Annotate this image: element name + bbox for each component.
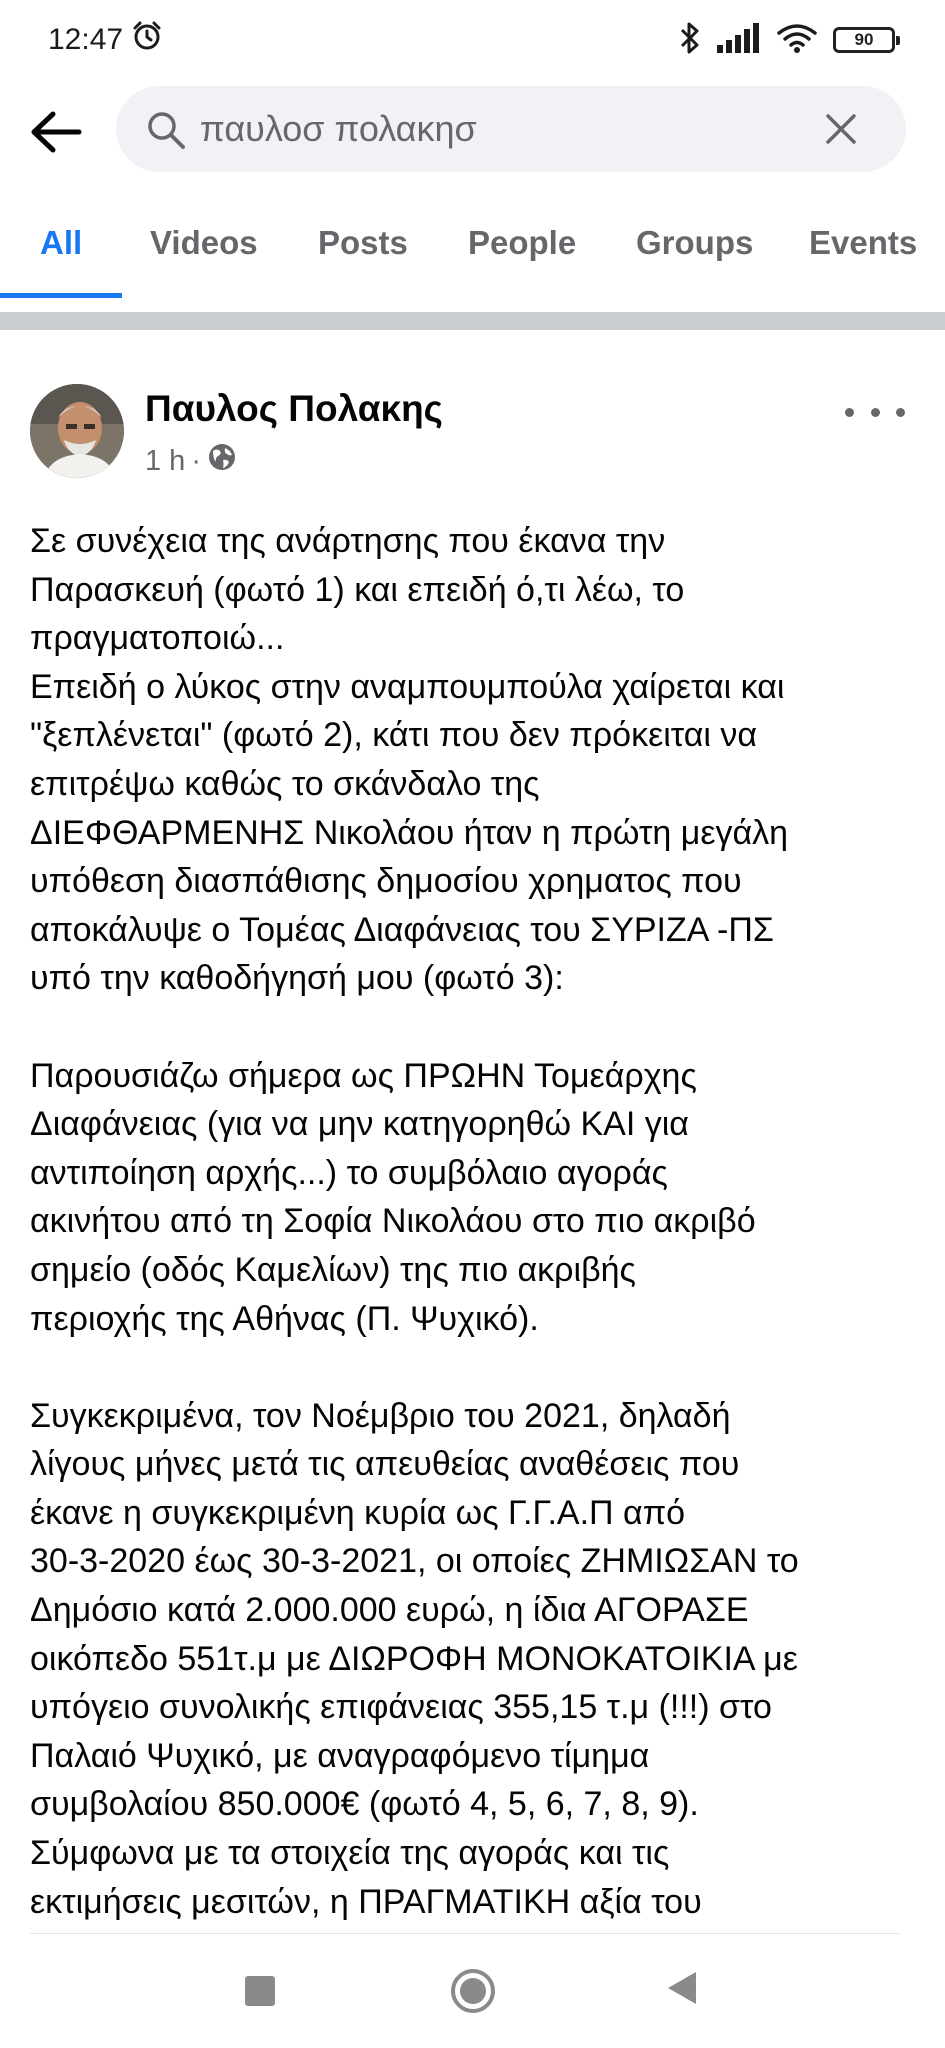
avatar[interactable] [30,384,124,478]
active-tab-indicator [0,293,122,298]
post-header [0,380,945,490]
system-back-button[interactable] [666,1970,698,2011]
post-text-line: οικόπεδο 551τ.μ με ΔΙΩΡΟΦΗ ΜΟΝΟΚΑΤΟΙΚΙΑ με [30,1639,798,1678]
triangle-back-icon [666,1970,698,2006]
post-text-line: επιτρέψω καθώς το σκάνδαλο της [30,764,540,803]
tab-posts[interactable]: Posts [318,224,408,261]
post-text-line: Επειδή ο λύκος στην αναμπουμπούλα χαίρεται και [30,667,785,706]
tab-people[interactable]: People [468,224,577,261]
search-filter-tabs [0,208,945,300]
close-icon [824,112,858,146]
system-nav-bar [0,1940,945,2048]
tab-videos[interactable]: Videos [150,224,258,261]
back-button[interactable] [26,102,86,162]
post-text-line: Συγκεκριμένα, τον Νοέμβριο του 2021, δηλαδή [30,1396,731,1435]
post-text-line: αντιποίηση αρχής...) το συμβόλαιο αγοράς [30,1153,668,1192]
search-row [0,82,945,178]
paragraph-gap [30,1343,910,1392]
alarm-icon [131,20,163,60]
post-text-line: συμβολαίου 850.000€ (φωτό 4, 5, 6, 7, 8, 9). [30,1785,699,1824]
post-text-line: υπόθεση διασπάθισης δημοσίου χρηματος που [30,862,742,901]
battery-level: 90 [854,30,874,49]
meta-separator: · [191,444,201,477]
post-text-line: Σε συνέχεια της ανάρτησης που έκανα την [30,522,666,560]
post-time[interactable]: 1 h [145,444,186,477]
post-more-options-button[interactable] [845,392,905,432]
more-dot-icon [845,408,854,417]
post-text-line: λίγους μήνες μετά τις απευθείας αναθέσεις που [30,1445,740,1484]
post-author[interactable]: Παυλος Πολακης [145,388,443,429]
post-text-line: αποκάλυψε ο Τομέας Διαφάνειας του ΣΥΡΙΖΑ -ΠΣ [30,910,774,949]
clear-search-button[interactable] [824,112,858,151]
post-text-line: ακινήτου από τη Σοφία Νικολάου στο πιο ακριβό [30,1202,756,1241]
bottom-divider [30,1933,900,1934]
search-icon [146,110,186,155]
post-text-line: έκανε η συγκεκριμένη κυρία ως Γ.Γ.Α.Π από [30,1493,686,1532]
more-dot-icon [896,408,905,417]
post-text-line: Σύμφωνα με τα στοιχεία της αγοράς και τις [30,1834,670,1873]
recent-apps-button[interactable] [245,1976,275,2006]
tab-groups[interactable]: Groups [636,224,754,261]
globe-icon [207,442,237,480]
arrow-left-icon [29,110,83,154]
wifi-icon [777,23,817,58]
post-text-line: υπόγειο συνολικής επιφάνειας 355,15 τ.μ (!!!) στο [30,1688,772,1727]
post-meta [145,442,237,480]
search-input[interactable] [200,96,790,162]
status-right [679,21,895,60]
post-text-line: σημείο (οδός Καμελίων) της πιο ακριβής [30,1250,636,1289]
tab-events[interactable]: Events [809,224,918,261]
more-dot-icon [871,408,880,417]
post-text-line: 30-3-2020 έως 30-3-2021, οι οποίες ΖΗΜΙΩΣΑΝ το [30,1542,799,1581]
status-left [48,20,163,60]
post-text-line: εκτιμήσεις μεσιτών, η ΠΡΑΓΜΑΤΙΚΗ αξία του [30,1882,702,1921]
post-text-line: περιοχής της Αθήνας (Π. Ψυχικό). [30,1299,539,1338]
post-text-line: "ξεπλένεται" (φωτό 2), κάτι που δεν πρόκειται να [30,716,758,755]
section-divider [0,312,945,330]
post-text-line: Δημόσιο κατά 2.000.000 ευρώ, η ίδια ΑΓΟΡΑΣΕ [30,1591,749,1630]
post-text-line: Παρασκευή (φωτό 1) και επειδή ό,τι λέω, το [30,570,685,609]
home-circle-icon [450,1968,496,2014]
status-time: 12:47 [48,23,124,56]
battery-icon [833,27,895,53]
post-text-line: πραγματοποιώ... [30,619,285,658]
post-text-line: Παλαιό Ψυχικό, με αναγραφόμενο τίμημα [30,1736,650,1775]
post-text-line: Διαφάνειας (για να μην κατηγορηθώ ΚΑΙ για [30,1105,689,1144]
signal-icon [717,23,761,58]
search-box[interactable] [116,86,906,172]
status-bar [0,0,945,80]
home-button[interactable] [450,1968,496,2014]
post-text [30,517,910,1926]
paragraph-gap [30,1003,910,1052]
post-text-line: ΔΙΕΦΘΑΡΜΕΝΗΣ Νικολάου ήταν η πρώτη μεγάλη [30,813,789,852]
tab-all[interactable]: All [40,224,83,261]
post-text-line: Παρουσιάζω σήμερα ως ΠΡΩΗΝ Τομεάρχης [30,1056,697,1095]
bluetooth-icon [679,21,701,60]
post-text-line: υπό την καθοδήγησή μου (φωτό 3): [30,959,564,998]
